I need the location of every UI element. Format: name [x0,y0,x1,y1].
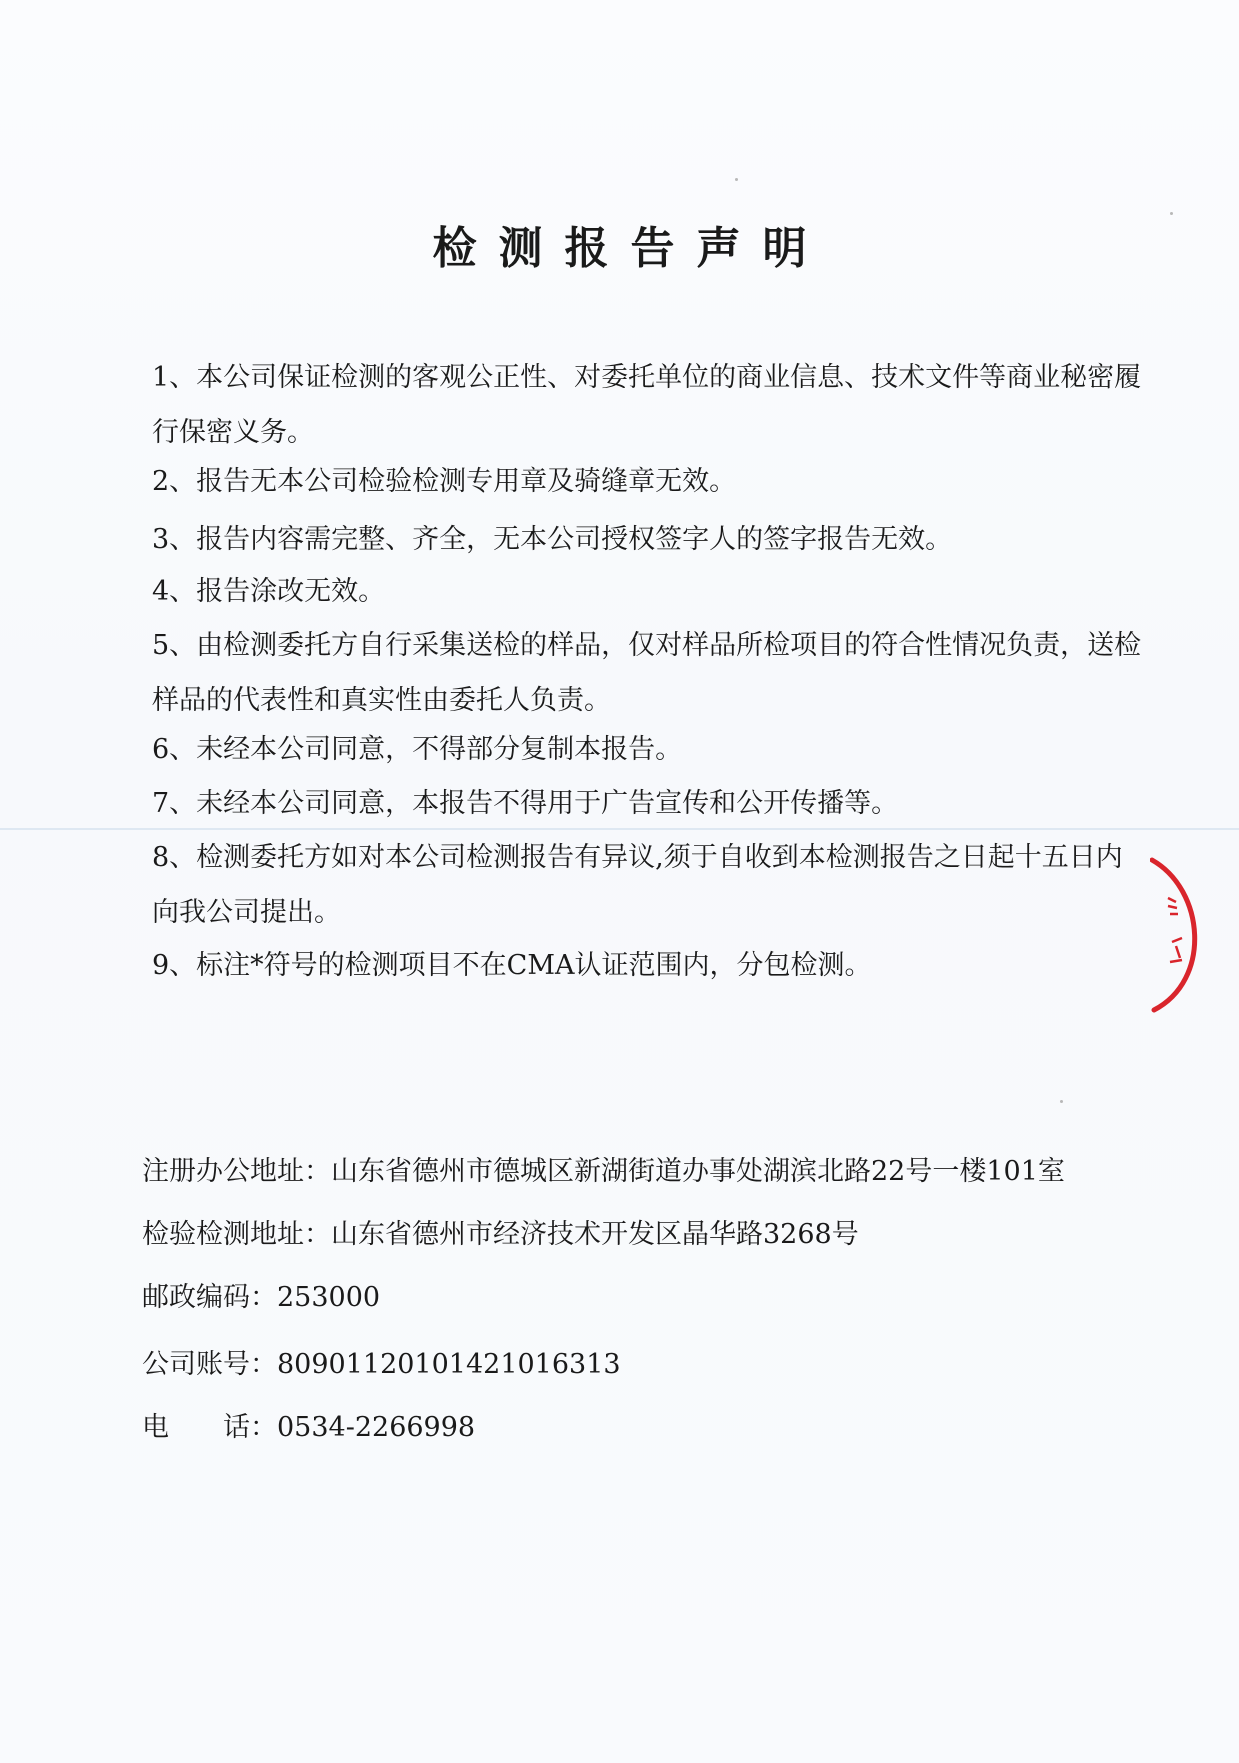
scan-speck [1060,1100,1063,1103]
scan-speck [1170,212,1173,215]
clause-8: 8、检测委托方如对本公司检测报告有异议,须于自收到本检测报告之日起十五日内向我公司提出。 [152,842,1123,928]
clause-2: 2、报告无本公司检验检测专用章及骑缝章无效。 [152,466,737,497]
postal-code: 邮政编码：253000 [142,1282,381,1313]
testing-address: 检验检测地址：山东省德州市经济技术开发区晶华路3268号 [142,1219,859,1250]
registered-address: 注册办公地址：山东省德州市德城区新湖街道办事处湖滨北路22号一楼101室 [142,1156,1065,1187]
clause-5: 5、由检测委托方自行采集送检的样品，仅对样品所检项目的符合性情况负责，送检样品的代表性和真实性由委托人负责。 [152,630,1142,716]
company-account: 公司账号：80901120101421016313 [142,1349,621,1380]
seal-stamp-fragment-icon [1150,850,1220,1020]
page-title: 检测报告声明 [432,223,829,274]
company-phone: 电 话：0534-2266998 [142,1412,476,1443]
clause-1: 1、本公司保证检测的客观公正性、对委托单位的商业信息、技术文件等商业秘密履行保密义务。 [152,362,1142,448]
clause-4: 4、报告涂改无效。 [152,576,386,607]
scan-speck [735,178,738,181]
clause-7: 7、未经本公司同意，本报告不得用于广告宣传和公开传播等。 [152,788,899,819]
clause-6: 6、未经本公司同意，不得部分复制本报告。 [152,734,683,765]
clause-9: 9、标注*符号的检测项目不在CMA认证范围内，分包检测。 [152,950,872,981]
clause-3: 3、报告内容需完整、齐全，无本公司授权签字人的签字报告无效。 [152,524,953,555]
